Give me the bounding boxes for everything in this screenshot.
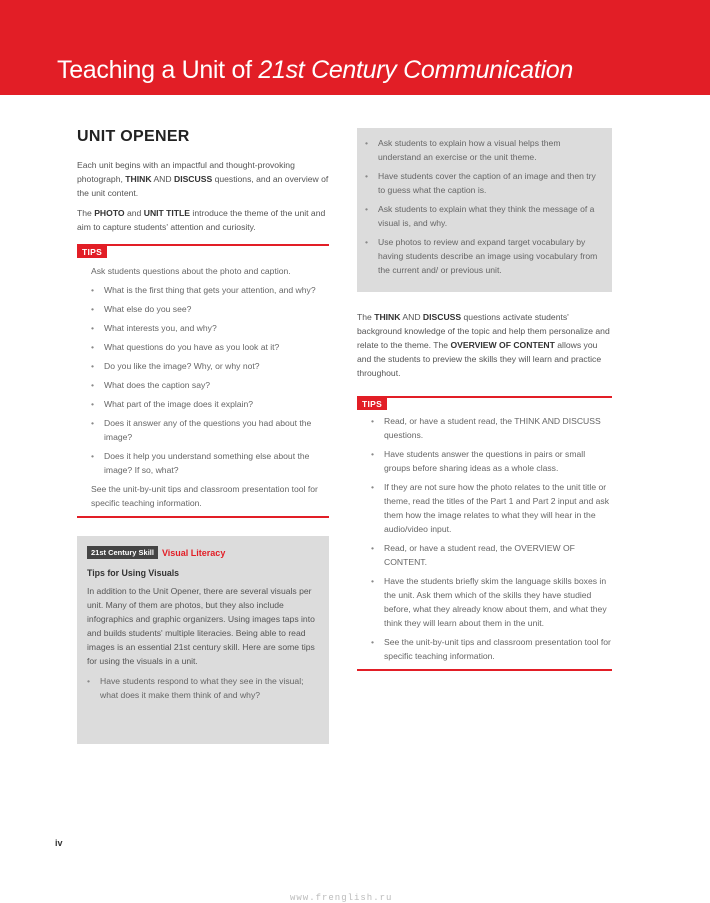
list-item: • Have students respond to what they see in the visual; what does it make them think of and why? bbox=[87, 674, 319, 702]
list-item: • If they are not sure how the photo relates to the unit title or theme, read the titles of the Part 1 and Part 2 input and ask them how the image relates to what they will hear in the audio/video input. bbox=[371, 480, 612, 536]
tips-body-1 bbox=[77, 264, 329, 510]
list-item: • What interests you, and why? bbox=[91, 321, 329, 335]
right-column bbox=[357, 128, 612, 671]
tips-label: TIPS bbox=[357, 398, 387, 410]
tips-header-2 bbox=[357, 396, 612, 414]
tips-list-1 bbox=[91, 283, 329, 477]
skill-subheading: Tips for Using Visuals bbox=[87, 568, 180, 578]
tips-body-2 bbox=[357, 414, 612, 663]
tips-intro: Ask students questions about the photo and caption. bbox=[91, 266, 291, 276]
list-item: • Have the students briefly skim the language skills boxes in the unit. Ask them which of the skills they have studied before, what they already know about them, and what they think they will learn about them in the unit. bbox=[371, 574, 612, 630]
list-item: • What questions do you have as you look at it? bbox=[91, 340, 329, 354]
skill-badge: 21st Century Skill bbox=[87, 546, 158, 559]
footer-watermark: www.frenglish.ru bbox=[290, 893, 393, 903]
tips-label: TIPS bbox=[77, 246, 107, 258]
unit-opener-heading: UNIT OPENER bbox=[77, 128, 190, 145]
list-item: • Read, or have a student read, the THINK AND DISCUSS questions. bbox=[371, 414, 612, 442]
unit-opener-intro: Each unit begins with an impactful and thought-provoking photograph, THINK AND DISCUSS questions, and an overview of the unit content. bbox=[77, 160, 329, 198]
list-item: • Use photos to review and expand target vocabulary by having students describe an image using vocabulary from the current and/ or previous unit. bbox=[365, 235, 600, 277]
list-item: • Does it answer any of the questions you had about the image? bbox=[91, 416, 329, 444]
list-item: • Ask students to explain what they think the message of a visual is, and why. bbox=[365, 202, 600, 230]
visuals-tips-list bbox=[365, 136, 600, 277]
header-banner bbox=[0, 0, 710, 95]
skill-list bbox=[87, 674, 319, 702]
list-item: • What else do you see? bbox=[91, 302, 329, 316]
list-item: • Read, or have a student read, the OVERVIEW OF CONTENT. bbox=[371, 541, 612, 569]
list-item: • What is the first thing that gets your attention, and why? bbox=[91, 283, 329, 297]
list-item: • Have students cover the caption of an image and then try to guess what the caption is. bbox=[365, 169, 600, 197]
visuals-tips-box bbox=[357, 128, 612, 292]
unit-opener-photo-para: The PHOTO and UNIT TITLE introduce the theme of the unit and aim to capture students' attention and curiosity. bbox=[77, 208, 326, 232]
visual-literacy-box bbox=[77, 536, 329, 744]
think-discuss-paragraph: The THINK AND DISCUSS questions activate students' background knowledge of the topic and help them personalize and relate to the theme. The OVERVIEW OF CONTENT allows you and the students to preview the skills they will learn and practice throughout. bbox=[357, 312, 610, 378]
list-item: • What part of the image does it explain? bbox=[91, 397, 329, 411]
tips-header-1 bbox=[77, 244, 329, 262]
list-item: • Have students answer the questions in pairs or small groups before sharing ideas as a whole class. bbox=[371, 447, 612, 475]
list-item: • Ask students to explain how a visual helps them understand an exercise or the unit theme. bbox=[365, 136, 600, 164]
tips-list-2 bbox=[371, 414, 612, 663]
list-item: • Does it help you understand something else about the image? If so, what? bbox=[91, 449, 329, 477]
skill-label: Visual Literacy bbox=[161, 547, 226, 558]
left-column bbox=[77, 128, 329, 744]
list-item: • Do you like the image? Why, or why not? bbox=[91, 359, 329, 373]
divider bbox=[77, 516, 329, 518]
list-item: • What does the caption say? bbox=[91, 378, 329, 392]
skill-header bbox=[87, 544, 319, 560]
page-number: iv bbox=[55, 838, 63, 848]
list-item: • See the unit-by-unit tips and classroom presentation tool for specific teaching information. bbox=[371, 635, 612, 663]
skill-paragraph: In addition to the Unit Opener, there are several visuals per unit. Many of them are photos, but they also include infographics and graphic organizers. Using images taps into and builds students' multiple literacies. Being able to read images is an essential 21st century skill. Here are some tips for using the visuals in a unit. bbox=[87, 586, 315, 666]
divider bbox=[357, 669, 612, 671]
tips-outro: See the unit-by-unit tips and classroom presentation tool for specific teaching information. bbox=[91, 484, 318, 508]
page-title: Teaching a Unit of 21st Century Communication bbox=[57, 56, 573, 84]
